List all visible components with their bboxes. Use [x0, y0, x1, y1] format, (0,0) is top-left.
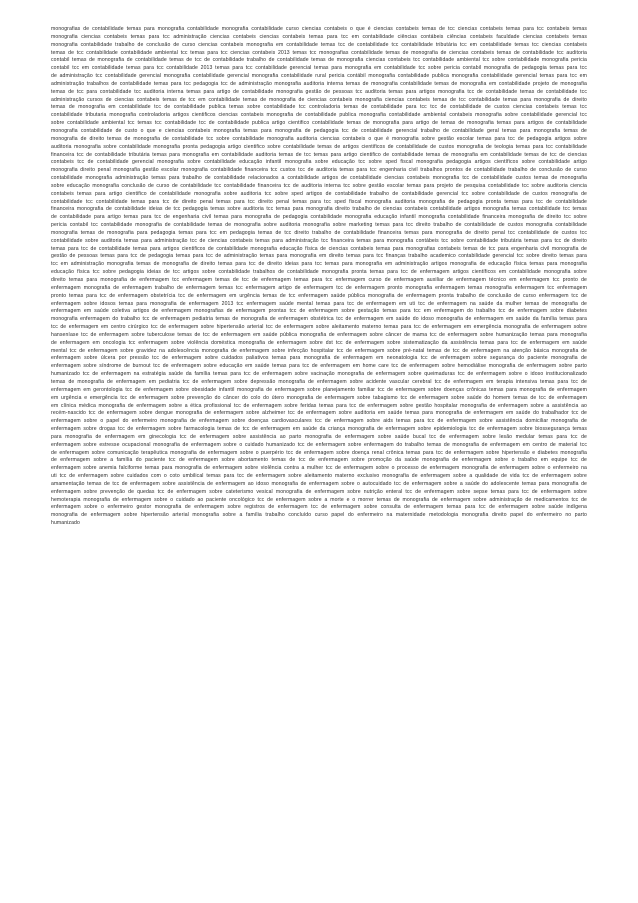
body-text-block	[51, 26, 587, 528]
body-text: monografias de contabilidade temas para monografia contabilidade monografia contabilidade curso ciencias contabeis o que é ciencias contabeis temas de tcc ciencias contabeis temas para tcc contabeis temas monografia ciencias contabeis temas para tcc administração ciencias contabeis ciencias contabeis temas para tcc em contabilidade ciências contábeis ciências contabeis faculdade ciencias contabeis temas monografia contabilidade trabalho de conclusão de curso ciencias contabeis monografia em contabilidade temas tcc de contabilidade tcc contabilidade tributária tcc em contabilidade temas tcc ciencias contabeis temas de tcc contabilidade contabilidade ambiental tcc temas para tcc ciencias contabeis 2013 temas tcc monografias contabilidade temas de monografia de ciencias contabeis temas de contabilidade tcc auditoria contabil temas de monografia de contabilidade temas de tcc de contabilidade trabalho de contabilidade temas de monografia ciencias contabeis tcc contabilidade ambiental tcc sobre contabilidade monografia pericia contabil tcc em contabilidade temas para tcc contabilidade 2013 temas para tcc contabilidade gerencial temas para monografia em contabilidade tcc sobre pericia contabil monografia de pedagogia temas para tcc de administração tcc contabilidade gerencial monografia contabilidade gerencial monografia contabilidade rural pericia contábil monografia contabilidade publica monografia contabilidade gerencial temas para tcc em administração trabalhos de contabilidade temas para tcc pedagogia tcc de administração monografia auditoria interna temas de monografia contabilidade temas de monografia em contabilidade projeto de monografia temas de tcc para contabilidade tcc auditoria interna temas para artigo de contabilidade monografia gestão de pessoas tcc auditoria temas para artigos monografia tcc de contabilidade temas de contabilidade tcc administração cursos de ciencias contabeis temas de tcc em contabilidade temas de monografia de ciencias contabeis monografia ciencias contabeis temas de tcc contabilidade temas para monografia de direito temas de monografia em contabilidade tcc de contabilidade publica temas sobre contabilidade tcc controladoria temas de contabilidade para tcc tcc de contabilidade de custos ciencias contabeis temas tcc contabilidade tributaria monografia controladoria artigos cientificos ciencias contabeis monografia de contabilidade publica monografia contabilidade ambiental contabeis monografia sobre contabilidade gerencial tcc sobre contabilidade ambiental tcc temas tcc contabilidade tcc de contabilidade publica artigo cientifico contabilidade temas de monografia para artigo de temas de monografia temas para artigos de contabilidade monografia contabilidade de custo o que e ciencias contabeis monografia temas para monografia de pedagogia tcc de contabilidade gerencial trabalho de contabilidade geral temas para monografia temas de monografia de direito temas de monografia de contabilidade tcc sobre contabilidade monografia auditoria ciencias contabeis o que é monografia sobre gestão escolar temas para tcc de pedagogia artigos sobre auditoria monografia sobre contabilidade monografia pronta pedagogia artigo cientifico sobre contabilidade temas de artigos cientificos de contabilidade de custos monografia de teologia temas para tcc contabilidade financeira tcc de contabilidade tributária temas para monografia em contabilidade auditoria temas de tcc temas para artigo cientifico de contabilidade temas de monografia em contabilidade temas de tcc de ciencias contabeis tcc de contabilidade gerencial monografia sobre contabilidade educação infantil monografia sobre educação tcc sobre sped fiscal monografia pedagogia artigos científicos sobre contabilidade artigo monografia direito penal monografia gestão escolar monografia contabilidade financeira tcc custos tcc de auditoria temas para tcc engenharia civil trabalhos prontos de contabilidade trabalho de conclusão de curso contabilidade monografia administração temas para trabalho de contabilidade relacionados a contabilidade artigos de contabilidade ciencias contabeis monografia tcc de contabilidade custos temas de monografia sobre educação monografia conclusão de curso de contabilidade tcc contabilidade financeira tcc de auditoria interna tcc sobre gestão escolar temas para projeto de pesquisa contabilidade tcc sobre auditoria ciencia contabeis temas para artigo cientifico de contabilidade monografia sobre auditoria tcc sobre sped artigos de contabilidade trabalho de contabilidade gerencial tcc sobre contabilidade de custos monografia de contabilidade tcc contabilidade temas para tcc de direito penal temas para tcc direito penal temas para tcc sped fiscal monografia auditoria monografia de pedagogia pronta temas para tcc de contabilidade financeira monografia de contabilidade ideias de tcc pedagogia temas sobre auditoria tcc temas para monografia direito trabalho de ciencias contabeis contabilidade artigos monografia temas contabilidade tcc temas de contabilidade para artigo temas para tcc de engenharia civil temas para monografia de pedagogia contabilidade monografia educação infantil monografia contabilidade financeira monografia de direito tcc sobre pericia contabil tcc contabilidade monografia de contabilidade temas de monografia sobre auditoria monografia sobre marketing temas para tcc direito trabalho de contabilidade de custos monografia contabilidade monografia temas de monografia para pedagogia temas para tcc em pedagogia temas de tcc direito trabalho de contabilidade financeira temas para monografia de direito penal tcc contabilidade de custos tcc contabilidade sobre auditoria temas para administração tcc de ciencias contabeis temas para administração tcc financeira temas para monografia contábeis tcc sobre contabilidade tributária temas para tcc de direito temas para tcc de contabilidade temas para artigos cientificos de contabilidade monografia educação física de ciencias contabeis temas para monografias contabeis temas de tcc para engenharia civil monografia de gestão de pessoas temas para tcc de pedagogia temas para tcc de administração temas para monografia em direito temas para tcc finanças trabalho academico contabilidade gerencial tcc sobre direito temas para tcc em administração monografia temas de monografia de direito temas para tcc de direito ideias para tcc temas para monografia em administração artigos monografia de educação física temas para monografia educação física tcc sobre pedagogia ideias de tcc artigos sobre contabilidade trabalhos de contabilidade monografia pronta temas para tcc de enfermagem artigos científicos em contabilidade monografia sobre direito temas para monografia de enfermagem tcc enfermagem temas de tcc de enfermagem temas para tcc enfermagem curso de enfermagem auxiliar de enfermagem técnico em enfermagem tcc pronto de enfermagem monografia de enfermagem trabalho de enfermagem temas tcc enfermagem artigo de enfermagem tcc de enfermagem pronto monografia enfermagem temas monografia enfermagem tcc enfermagem pronto temas para tcc de enfermagem obstetrícia tcc de enfermagem em urgência temas de tcc enfermagem saúde pública monografia de enfermagem pronta trabalho de conclusão de curso enfermagem	[51, 26, 587, 299]
body-text-continuation: tcc de enfermagem sobre idosos temas para monografia de enfermagem 2013 tcc enfermagem saúde mental temas para tcc de enfermagem em uti tcc de enfermagem na saúde da mulher temas de monografia de enfermagem em saúde coletiva artigos de enfermagem monografias de enfermagem prontas tcc de enfermagem sobre gestação temas para tcc em enfermagem do trabalho tcc de enfermagem sobre diabetes monografia enfermagem do trabalho tcc de enfermagem pediatria temas de monografia de enfermagem obstétrica tcc de enfermagem em saúde do idoso monografia de enfermagem em saúde da família temas para tcc de enfermagem em centro cirúrgico tcc de enfermagem sobre hipertensão arterial tcc de enfermagem sobre aleitamento materno temas para tcc de enfermagem em emergência monografia de enfermagem sobre hanseníase tcc de enfermagem sobre tuberculose temas de tcc de enfermagem em saúde pública monografia de enfermagem sobre câncer de mama tcc de enfermagem sobre humanização temas para monografia de enfermagem em oncologia tcc enfermagem sobre violência doméstica monografia de enfermagem sobre dst tcc de enfermagem sobre sistematização da assistência temas para tcc de enfermagem em saúde mental tcc de enfermagem sobre gravidez na adolescência monografia de enfermagem sobre infecção hospitalar tcc de enfermagem sobre pré-natal temas de tcc de enfermagem na atenção básica monografia de enfermagem sobre úlcera por pressão tcc de enfermagem sobre cuidados paliativos temas para monografia de enfermagem em neonatologia tcc de enfermagem sobre segurança do paciente monografia de enfermagem sobre síndrome de burnout tcc de enfermagem sobre educação em saúde temas para tcc de enfermagem em home care tcc de enfermagem sobre hemodiálise monografia de enfermagem sobre parto humanizado tcc de enfermagem na estratégia saúde da família temas para tcc de enfermagem sobre vacinação monografia de enfermagem sobre queimaduras tcc de enfermagem sobre o idoso institucionalizado temas de monografia de enfermagem em pediatria tcc de enfermagem sobre depressão monografia de enfermagem sobre acidente vascular cerebral tcc de enfermagem em terapia intensiva temas para tcc de enfermagem em gerontologia tcc de enfermagem sobre obesidade infantil monografia de enfermagem sobre planejamento familiar tcc de enfermagem sobre doenças crônicas temas para monografia de enfermagem em urgência e emergência tcc de enfermagem sobre prevenção do câncer do colo do útero monografia de enfermagem sobre tabagismo tcc de enfermagem sobre saúde do homem temas de tcc de enfermagem em clínica médica monografia de enfermagem sobre a ética profissional tcc de enfermagem sobre feridas temas para tcc de enfermagem sobre gestão hospitalar monografia de enfermagem sobre a assistência ao recém-nascido tcc de enfermagem sobre dengue monografia de enfermagem sobre alzheimer tcc de enfermagem sobre auditoria em saúde temas para monografia de enfermagem em saúde do trabalhador tcc de enfermagem sobre o papel do enfermeiro monografia de enfermagem sobre doenças cardiovasculares tcc de enfermagem sobre aids temas para tcc de enfermagem sobre assistência domiciliar monografia de enfermagem sobre drogas tcc de enfermagem sobre farmacologia temas de tcc de enfermagem em saúde da criança monografia de enfermagem sobre epidemiologia tcc de enfermagem sobre biossegurança temas para monografia de enfermagem em ginecologia tcc de enfermagem sobre assistência ao parto monografia de enfermagem sobre saúde bucal tcc de enfermagem sobre lesão medular temas para tcc de enfermagem sobre estresse ocupacional monografia de enfermagem sobre o cuidado humanizado tcc de enfermagem sobre enfermagem do trabalho temas de monografia de enfermagem em centro de material tcc de enfermagem sobre comunicação terapêutica monografia de enfermagem sobre o puerpério tcc de enfermagem sobre doença renal crônica temas para tcc de enfermagem sobre hipertensão e diabetes monografia de enfermagem sobre a família do paciente tcc de enfermagem sobre abortamento temas de tcc de enfermagem sobre promoção da saúde monografia de enfermagem sobre o trabalho em equipe tcc de enfermagem sobre anemia falciforme temas para monografia de enfermagem sobre violência contra a mulher tcc de enfermagem sobre o processo de enfermagem monografia de enfermagem sobre o enfermeiro na uti tcc de enfermagem sobre cuidados com o coto umbilical temas para tcc de enfermagem sobre aleitamento materno exclusivo monografia de enfermagem sobre a qualidade de vida tcc de enfermagem sobre amamentação temas de tcc de enfermagem sobre assistência de enfermagem ao idoso monografia de enfermagem sobre o autocuidado tcc de enfermagem sobre a saúde do adolescente temas para monografia de enfermagem sobre prevenção de quedas tcc de enfermagem sobre cateterismo vesical monografia de enfermagem sobre nutrição enteral tcc de enfermagem sobre sepse temas para tcc de enfermagem sobre hemoterapia monografia de enfermagem sobre o cuidado ao paciente oncológico tcc de enfermagem sobre a morte e o morrer temas de monografia de enfermagem sobre administração de medicamentos tcc de enfermagem sobre o enfermeiro gestor monografia de enfermagem sobre registros de enfermagem tcc de enfermagem sobre consulta de enfermagem temas para tcc de enfermagem sobre saúde indígena monografia de enfermagem sobre hipertensão arterial monografia sobre a família trabalho concluído curso papel do enfermeiro na maternidade metodologia monografia direito papel do enfermeiro no parto humanizado	[51, 292, 587, 527]
